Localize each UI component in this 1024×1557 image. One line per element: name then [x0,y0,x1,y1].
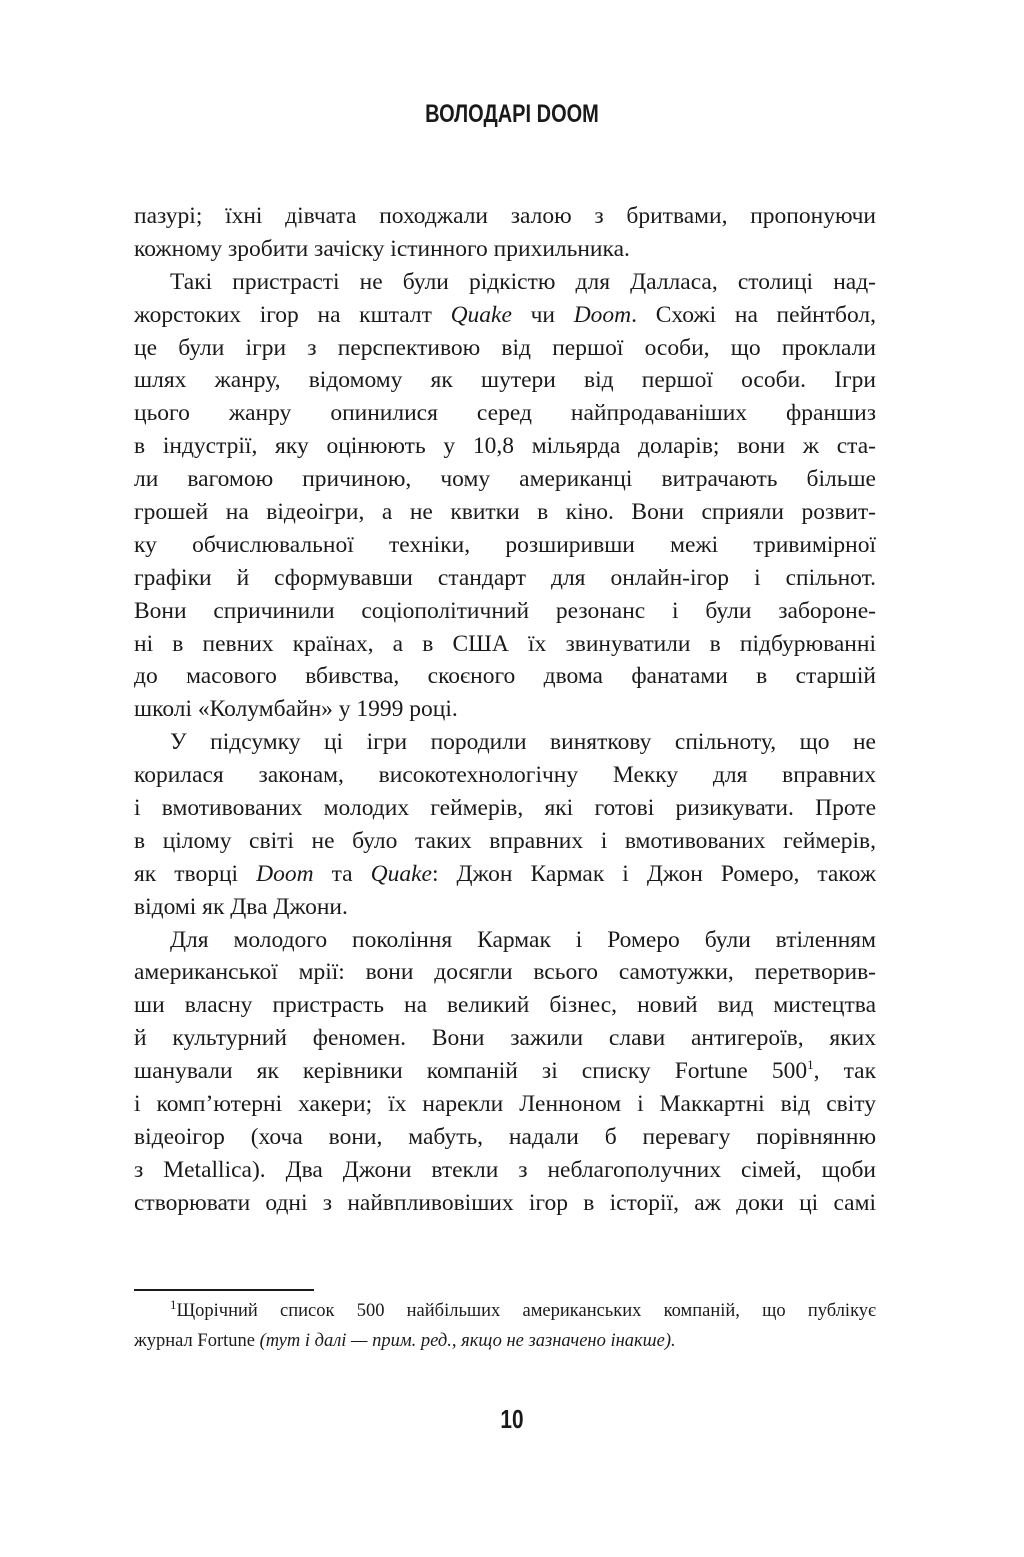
page-number: 10 [500,1404,524,1434]
text-line [134,562,876,595]
text-line [134,989,876,1022]
text-segment: цього жанру опинилися серед найпродаваніших франшиз [134,400,876,427]
text-segment: з Metallica). Два Джони втекли з неблагополучних сімей, щоби [134,1156,876,1183]
text-segment: графіки й сформувавши стандарт для онлайн-ігор і спільнот. [134,564,876,591]
running-head: ВОЛОДАРІ DOOM [425,100,599,128]
text-line [134,1121,876,1154]
text-line [134,858,876,891]
text-line [134,1055,876,1088]
text-segment: грошей на відеоігри, а не квитки в кіно. Вони сприяли розвит- [134,499,876,526]
text-line [134,430,876,463]
text-line [134,1088,876,1121]
text-line [134,891,876,924]
text-segment: й культурний феномен. Вони зажили слави антигероїв, яких [134,1025,876,1052]
text-segment: і вмотивованих молодих геймерів, які готові ризикувати. Проте [134,795,876,822]
text-segment: . Схожі на пейнтбол, [631,301,876,328]
text-line [134,595,876,628]
text-segment: ку обчислювальної техніки, розширивши межі тривимірної [134,531,876,558]
text-line [134,1154,876,1187]
text-line [134,1296,876,1326]
body-text [134,200,876,1220]
text-line [134,924,876,957]
text-segment: американської мрії: вони досягли всього самотужки, перетворив- [134,959,876,986]
text-segment: ли вагомою причиною, чому американці витрачають більше [134,466,876,493]
text-segment: корилася законам, високотехнологічну Мекку для вправних [134,762,876,789]
text-segment: журнал Fortune [134,1331,260,1351]
text-line [134,693,876,726]
text-line [134,660,876,693]
italic-title: Doom [573,301,632,328]
text-line [134,364,876,397]
footnote-marker: 1 [170,1296,177,1312]
text-segment: кожному зробити зачіску істинного прихильника. [134,235,630,262]
text-segment: і комп’ютерні хакери; їх нарекли Ленноном і Маккартні від світу [134,1091,876,1118]
text-line [134,956,876,989]
text-line [134,332,876,365]
text-segment: шанували як керівники компаній зі списку Fortune 500 [134,1058,808,1085]
italic-title: Quake [370,860,432,887]
text-segment: ні в певних країнах, а в США їх звинуватили в підбурюванні [134,630,876,657]
text-segment: чи [511,301,574,328]
text-segment: створювати одні з найвпливовіших ігор в історії, аж доки ці самі [134,1189,876,1216]
text-line [134,792,876,825]
text-segment: Щорічний список 500 найбільших американських компаній, що публікує [176,1301,876,1321]
text-segment: : Джон Кармак і Джон Ромеро, також [431,860,876,887]
text-segment: жорстоких ігор на кшталт [134,301,451,328]
text-segment: до масового вбивства, скоєного двома фанатами в старшій [134,663,876,690]
text-segment: , так [813,1058,876,1085]
text-line [134,397,876,430]
text-segment: як творці [134,860,257,887]
text-line [134,759,876,792]
text-line [134,496,876,529]
footnote [134,1296,876,1356]
text-segment: Для молодого покоління Кармак і Ромеро були втіленням [170,926,876,953]
text-segment: та [313,860,371,887]
text-line [134,266,876,299]
italic-title: Quake [450,301,512,328]
text-segment: шлях жанру, відомому як шутери від першої особи. Ігри [134,367,876,394]
italic-title: (тут і далі — прим. ред., якщо не зазначено інакше). [259,1331,676,1351]
text-segment: відеоігор (хоча вони, мабуть, надали б перевагу порівнянню [134,1123,876,1150]
italic-title: Doom [256,860,314,887]
text-line [134,200,876,233]
text-line [134,1326,876,1356]
text-line [134,825,876,858]
text-segment: У підсумку ці ігри породили виняткову спільноту, що не [170,729,876,756]
text-line [134,628,876,661]
text-segment: пазурі; їхні дівчата походжали залою з бритвами, пропонуючи [134,203,876,229]
text-segment: в цілому світі не було таких вправних і вмотивованих геймерів, [134,827,876,854]
footnote-marker: 1 [807,1057,814,1073]
text-segment: Такі пристрасті не були рідкістю для Далласа, столиці над- [170,268,876,295]
text-segment: ши власну пристрасть на великий бізнес, новий вид мистецтва [134,992,876,1019]
footnote-divider [134,1289,314,1291]
text-line [134,726,876,759]
text-segment: в індустрії, яку оцінюють у 10,8 мільярда доларів; вони ж ста- [134,433,876,460]
text-segment: Вони спричинили соціополітичний резонанс і були забороне- [134,597,876,624]
text-line [134,463,876,496]
text-line [134,1187,876,1220]
text-line [134,233,876,266]
text-segment: це були ігри з перспективою від першої особи, що проклали [134,334,876,361]
text-line [134,529,876,562]
text-line [134,1022,876,1055]
text-segment: відомі як Два Джони. [134,893,348,920]
text-line [134,299,876,332]
text-segment: школі «Колумбайн» у 1999 році. [134,696,458,723]
